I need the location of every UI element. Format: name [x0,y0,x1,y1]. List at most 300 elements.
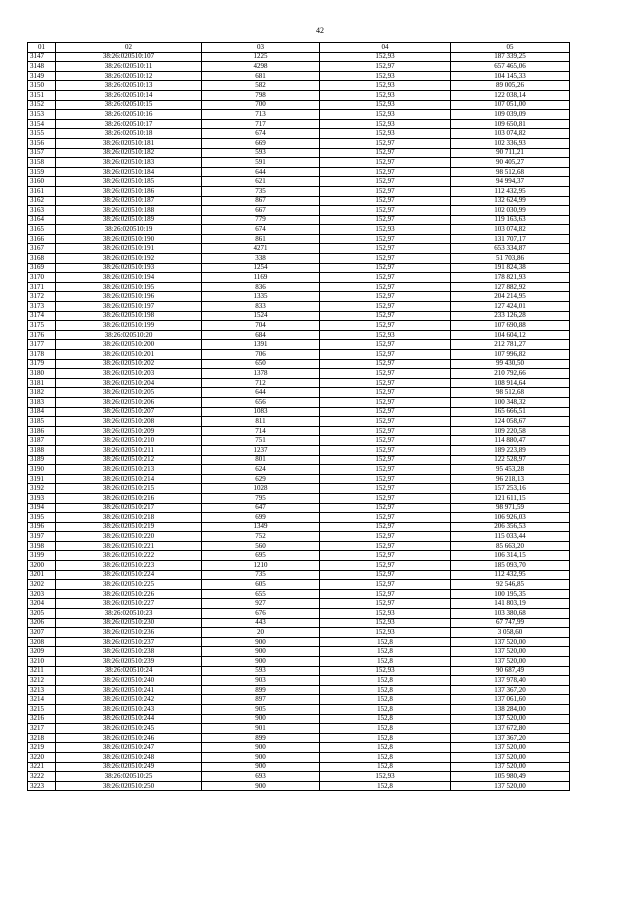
row-number-cell: 3190 [28,465,56,475]
table-row [28,599,570,609]
area-cell: 1210 [202,561,320,571]
column-header: 05 [451,43,570,53]
row-number-cell: 3161 [28,186,56,196]
area-cell: 20 [202,628,320,638]
cadastral-number-cell: 38:26:020510:214 [56,474,202,484]
cadastral-number-cell: 38:26:020510:212 [56,455,202,465]
area-cell: 867 [202,196,320,206]
table-row [28,350,570,360]
row-number-cell: 3179 [28,359,56,369]
value-cell: 137 520,00 [451,647,570,657]
row-number-cell: 3156 [28,138,56,148]
row-number-cell: 3147 [28,52,56,62]
cadastral-number-cell: 38:26:020510:227 [56,599,202,609]
cadastral-number-cell: 38:26:020510:17 [56,119,202,129]
rate-cell: 152,93 [320,110,451,120]
table-row [28,657,570,667]
value-cell: 137 520,00 [451,657,570,667]
table-row [28,589,570,599]
row-number-cell: 3148 [28,62,56,72]
area-cell: 704 [202,321,320,331]
value-cell: 107 690,88 [451,321,570,331]
area-cell: 338 [202,254,320,264]
table-row [28,388,570,398]
cadastral-number-cell: 38:26:020510:240 [56,676,202,686]
row-number-cell: 3213 [28,685,56,695]
value-cell: 212 781,27 [451,340,570,350]
value-cell: 127 424,01 [451,302,570,312]
table-row [28,551,570,561]
table-row [28,378,570,388]
value-cell: 3 058,60 [451,628,570,638]
row-number-cell: 3157 [28,148,56,158]
rate-cell: 152,97 [320,407,451,417]
row-number-cell: 3154 [28,119,56,129]
table-row [28,445,570,455]
row-number-cell: 3201 [28,570,56,580]
area-cell: 779 [202,215,320,225]
cadastral-number-cell: 38:26:020510:215 [56,484,202,494]
value-cell: 124 058,67 [451,417,570,427]
area-cell: 644 [202,167,320,177]
rate-cell: 152,97 [320,321,451,331]
rate-cell: 152,97 [320,340,451,350]
table-row [28,186,570,196]
cadastral-number-cell: 38:26:020510:181 [56,138,202,148]
cadastral-number-cell: 38:26:020510:224 [56,570,202,580]
table-row [28,436,570,446]
area-cell: 647 [202,503,320,513]
table-row [28,206,570,216]
area-cell: 699 [202,513,320,523]
row-number-cell: 3172 [28,292,56,302]
row-number-cell: 3210 [28,657,56,667]
cadastral-number-cell: 38:26:020510:213 [56,465,202,475]
value-cell: 107 051,00 [451,100,570,110]
value-cell: 210 792,66 [451,369,570,379]
table-row [28,71,570,81]
row-number-cell: 3223 [28,781,56,791]
rate-cell: 152,97 [320,455,451,465]
value-cell: 106 314,15 [451,551,570,561]
cadastral-number-cell: 38:26:020510:197 [56,302,202,312]
rate-cell: 152,97 [320,273,451,283]
cadastral-number-cell: 38:26:020510:222 [56,551,202,561]
table-row [28,685,570,695]
rate-cell: 152,97 [320,62,451,72]
value-cell: 98 971,59 [451,503,570,513]
rate-cell: 152,8 [320,647,451,657]
cadastral-number-cell: 38:26:020510:196 [56,292,202,302]
cadastral-number-cell: 38:26:020510:205 [56,388,202,398]
cadastral-number-cell: 38:26:020510:198 [56,311,202,321]
row-number-cell: 3184 [28,407,56,417]
value-cell: 102 336,93 [451,138,570,148]
row-number-cell: 3221 [28,762,56,772]
cadastral-number-cell: 38:26:020510:14 [56,90,202,100]
cadastral-number-cell: 38:26:020510:248 [56,752,202,762]
rate-cell: 152,97 [320,436,451,446]
table-row [28,177,570,187]
row-number-cell: 3217 [28,724,56,734]
cadastral-number-cell: 38:26:020510:201 [56,350,202,360]
cadastral-number-cell: 38:26:020510:239 [56,657,202,667]
rate-cell: 152,97 [320,350,451,360]
value-cell: 108 914,64 [451,378,570,388]
row-number-cell: 3174 [28,311,56,321]
value-cell: 178 821,93 [451,273,570,283]
cadastral-number-cell: 38:26:020510:186 [56,186,202,196]
area-cell: 1378 [202,369,320,379]
table-row [28,158,570,168]
value-cell: 121 611,15 [451,493,570,503]
area-cell: 900 [202,762,320,772]
table-row [28,513,570,523]
row-number-cell: 3192 [28,484,56,494]
rate-cell: 152,97 [320,522,451,532]
row-number-cell: 3165 [28,225,56,235]
row-number-cell: 3186 [28,426,56,436]
value-cell: 137 520,00 [451,752,570,762]
row-number-cell: 3198 [28,541,56,551]
area-cell: 591 [202,158,320,168]
row-number-cell: 3183 [28,397,56,407]
value-cell: 137 672,80 [451,724,570,734]
area-cell: 903 [202,676,320,686]
row-number-cell: 3206 [28,618,56,628]
cadastral-number-cell: 38:26:020510:199 [56,321,202,331]
cadastral-number-cell: 38:26:020510:25 [56,772,202,782]
area-cell: 1169 [202,273,320,283]
value-cell: 137 367,20 [451,685,570,695]
cadastral-number-cell: 38:26:020510:217 [56,503,202,513]
value-cell: 127 882,92 [451,282,570,292]
table-row [28,743,570,753]
table-body [28,52,570,791]
area-cell: 624 [202,465,320,475]
rate-cell: 152,97 [320,282,451,292]
row-number-cell: 3169 [28,263,56,273]
row-number-cell: 3204 [28,599,56,609]
rate-cell: 152,8 [320,714,451,724]
rate-cell: 152,97 [320,589,451,599]
rate-cell: 152,97 [320,369,451,379]
value-cell: 185 093,70 [451,561,570,571]
cadastral-number-cell: 38:26:020510:19 [56,225,202,235]
value-cell: 104 604,12 [451,330,570,340]
row-number-cell: 3211 [28,666,56,676]
row-number-cell: 3187 [28,436,56,446]
rate-cell: 152,8 [320,676,451,686]
area-cell: 4298 [202,62,320,72]
cadastral-number-cell: 38:26:020510:195 [56,282,202,292]
column-header: 03 [202,43,320,53]
cadastral-number-cell: 38:26:020510:230 [56,618,202,628]
cadastral-number-cell: 38:26:020510:13 [56,81,202,91]
table-row [28,397,570,407]
rate-cell: 152,97 [320,417,451,427]
row-number-cell: 3178 [28,350,56,360]
cadastral-number-cell: 38:26:020510:12 [56,71,202,81]
value-cell: 657 465,06 [451,62,570,72]
table-row [28,110,570,120]
area-cell: 684 [202,330,320,340]
table-row [28,138,570,148]
area-cell: 1391 [202,340,320,350]
rate-cell: 152,97 [320,311,451,321]
value-cell: 95 453,28 [451,465,570,475]
value-cell: 191 824,38 [451,263,570,273]
cadastral-number-cell: 38:26:020510:249 [56,762,202,772]
area-cell: 833 [202,302,320,312]
rate-cell: 152,8 [320,685,451,695]
area-cell: 735 [202,186,320,196]
value-cell: 89 005,26 [451,81,570,91]
table-row [28,752,570,762]
table-row [28,695,570,705]
area-cell: 899 [202,733,320,743]
rate-cell: 152,93 [320,52,451,62]
row-number-cell: 3196 [28,522,56,532]
area-cell: 650 [202,359,320,369]
area-cell: 593 [202,666,320,676]
cadastral-number-cell: 38:26:020510:241 [56,685,202,695]
value-cell: 106 926,03 [451,513,570,523]
cadastral-number-cell: 38:26:020510:193 [56,263,202,273]
table-row [28,704,570,714]
row-number-cell: 3164 [28,215,56,225]
rate-cell: 152,97 [320,196,451,206]
value-cell: 165 666,51 [451,407,570,417]
area-cell: 752 [202,532,320,542]
table-row [28,637,570,647]
cadastral-number-cell: 38:26:020510:225 [56,580,202,590]
row-number-cell: 3212 [28,676,56,686]
cadastral-number-cell: 38:26:020510:218 [56,513,202,523]
rate-cell: 152,97 [320,513,451,523]
row-number-cell: 3215 [28,704,56,714]
area-cell: 714 [202,426,320,436]
value-cell: 96 218,13 [451,474,570,484]
value-cell: 109 039,09 [451,110,570,120]
area-cell: 927 [202,599,320,609]
area-cell: 811 [202,417,320,427]
rate-cell: 152,8 [320,724,451,734]
table-row [28,119,570,129]
cadastral-number-cell: 38:26:020510:188 [56,206,202,216]
cadastral-number-cell: 38:26:020510:20 [56,330,202,340]
value-cell: 90 405,27 [451,158,570,168]
table-row [28,724,570,734]
cadastral-number-cell: 38:26:020510:238 [56,647,202,657]
row-number-cell: 3214 [28,695,56,705]
area-cell: 901 [202,724,320,734]
row-number-cell: 3207 [28,628,56,638]
value-cell: 137 520,00 [451,714,570,724]
cadastral-number-cell: 38:26:020510:192 [56,254,202,264]
rate-cell: 152,93 [320,119,451,129]
cadastral-number-cell: 38:26:020510:107 [56,52,202,62]
table-row [28,273,570,283]
area-cell: 717 [202,119,320,129]
cadastral-number-cell: 38:26:020510:185 [56,177,202,187]
value-cell: 137 061,60 [451,695,570,705]
table-row [28,647,570,657]
value-cell: 137 520,00 [451,743,570,753]
rate-cell: 152,97 [320,215,451,225]
value-cell: 206 356,53 [451,522,570,532]
area-cell: 676 [202,609,320,619]
cadastral-number-cell: 38:26:020510:236 [56,628,202,638]
value-cell: 67 747,99 [451,618,570,628]
value-cell: 137 520,00 [451,637,570,647]
rate-cell: 152,97 [320,206,451,216]
table-row [28,628,570,638]
value-cell: 107 996,82 [451,350,570,360]
value-cell: 233 126,28 [451,311,570,321]
value-cell: 122 528,97 [451,455,570,465]
row-number-cell: 3182 [28,388,56,398]
cadastral-number-cell: 38:26:020510:245 [56,724,202,734]
cadastral-number-cell: 38:26:020510:18 [56,129,202,139]
rate-cell: 152,97 [320,388,451,398]
value-cell: 90 687,49 [451,666,570,676]
value-cell: 115 033,44 [451,532,570,542]
row-number-cell: 3194 [28,503,56,513]
row-number-cell: 3200 [28,561,56,571]
value-cell: 204 214,95 [451,292,570,302]
table-row [28,196,570,206]
row-number-cell: 3175 [28,321,56,331]
area-cell: 900 [202,637,320,647]
rate-cell: 152,97 [320,244,451,254]
rate-cell: 152,93 [320,772,451,782]
rate-cell: 152,97 [320,186,451,196]
area-cell: 900 [202,743,320,753]
row-number-cell: 3195 [28,513,56,523]
cadastral-number-cell: 38:26:020510:247 [56,743,202,753]
row-number-cell: 3219 [28,743,56,753]
table-row [28,52,570,62]
area-cell: 861 [202,234,320,244]
rate-cell: 152,8 [320,637,451,647]
row-number-cell: 3149 [28,71,56,81]
row-number-cell: 3189 [28,455,56,465]
value-cell: 104 145,33 [451,71,570,81]
row-number-cell: 3202 [28,580,56,590]
cadastral-number-cell: 38:26:020510:208 [56,417,202,427]
rate-cell: 152,93 [320,628,451,638]
cadastral-number-cell: 38:26:020510:23 [56,609,202,619]
value-cell: 131 707,17 [451,234,570,244]
value-cell: 137 978,40 [451,676,570,686]
cadastral-number-cell: 38:26:020510:204 [56,378,202,388]
table-row [28,263,570,273]
cadastral-number-cell: 38:26:020510:24 [56,666,202,676]
cadastral-number-cell: 38:26:020510:219 [56,522,202,532]
area-cell: 713 [202,110,320,120]
area-cell: 900 [202,647,320,657]
table-row [28,580,570,590]
table-row [28,609,570,619]
row-number-cell: 3199 [28,551,56,561]
table-row [28,426,570,436]
cadastral-number-cell: 38:26:020510:237 [56,637,202,647]
row-number-cell: 3152 [28,100,56,110]
rate-cell: 152,97 [320,254,451,264]
row-number-cell: 3220 [28,752,56,762]
value-cell: 109 650,81 [451,119,570,129]
value-cell: 100 348,32 [451,397,570,407]
cadastral-number-cell: 38:26:020510:15 [56,100,202,110]
row-number-cell: 3205 [28,609,56,619]
row-number-cell: 3181 [28,378,56,388]
rate-cell: 152,93 [320,666,451,676]
table-row [28,100,570,110]
value-cell: 187 339,25 [451,52,570,62]
table-row [28,484,570,494]
table-header [28,43,570,53]
area-cell: 674 [202,225,320,235]
table-row [28,321,570,331]
table-row [28,407,570,417]
rate-cell: 152,97 [320,292,451,302]
area-cell: 735 [202,570,320,580]
cadastral-number-cell: 38:26:020510:207 [56,407,202,417]
table-row [28,532,570,542]
area-cell: 1083 [202,407,320,417]
table-row [28,676,570,686]
table-row [28,503,570,513]
area-cell: 801 [202,455,320,465]
value-cell: 99 430,50 [451,359,570,369]
area-cell: 836 [202,282,320,292]
rate-cell: 152,97 [320,359,451,369]
table-row [28,570,570,580]
cadastral-number-cell: 38:26:020510:190 [56,234,202,244]
table-row [28,282,570,292]
cadastral-number-cell: 38:26:020510:194 [56,273,202,283]
rate-cell: 152,97 [320,551,451,561]
row-number-cell: 3191 [28,474,56,484]
rate-cell: 152,97 [320,503,451,513]
row-number-cell: 3162 [28,196,56,206]
row-number-cell: 3203 [28,589,56,599]
area-cell: 1349 [202,522,320,532]
rate-cell: 152,8 [320,733,451,743]
rate-cell: 152,93 [320,71,451,81]
value-cell: 94 994,37 [451,177,570,187]
table-row [28,330,570,340]
table-row [28,244,570,254]
table-row [28,493,570,503]
row-number-cell: 3209 [28,647,56,657]
row-number-cell: 3150 [28,81,56,91]
area-cell: 795 [202,493,320,503]
page-number: 42 [316,26,324,35]
table-row [28,311,570,321]
cadastral-number-cell: 38:26:020510:226 [56,589,202,599]
cadastral-number-cell: 38:26:020510:189 [56,215,202,225]
table-row [28,302,570,312]
table-row [28,369,570,379]
cadastral-number-cell: 38:26:020510:223 [56,561,202,571]
rate-cell: 152,8 [320,704,451,714]
table-row [28,81,570,91]
rate-cell: 152,97 [320,484,451,494]
rate-cell: 152,97 [320,570,451,580]
area-cell: 681 [202,71,320,81]
